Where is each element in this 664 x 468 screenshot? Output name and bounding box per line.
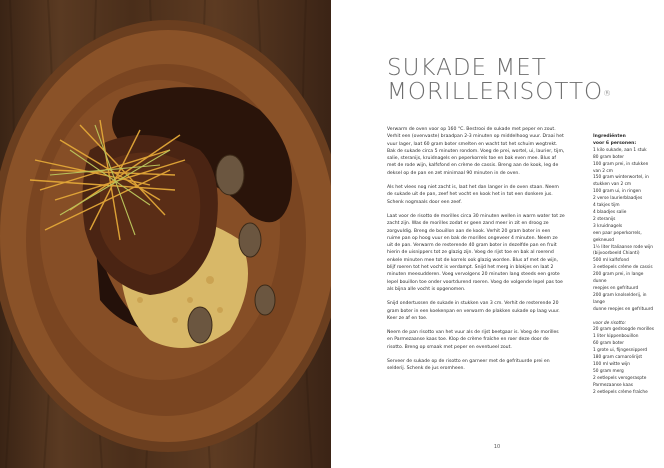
ingredient-item: 3 eetlepels crème de cassis: [593, 265, 653, 271]
ingredient-item: 1½ liter Italiaanse rode wijn: [593, 244, 653, 250]
risotto-heading: voor de risotto:: [593, 320, 626, 326]
ingredient-item: 180 gram carnarolirijst: [593, 355, 643, 361]
spacer: [593, 314, 655, 321]
risotto-ingredients-list: [593, 327, 655, 396]
method-text: [387, 126, 565, 380]
dish-photo: [0, 0, 331, 468]
main-ingredients-list: [593, 148, 655, 314]
ingredient-item: 60 gram boter: [593, 341, 624, 347]
ingredient-item: 1 grote ui, fijngesnipperd: [593, 348, 648, 354]
ingredient-item: stukken van 2 cm: [593, 182, 632, 188]
method-paragraph: Laat voor de risotto de morilles circa 30 minuten wellen in warm water tot ze zacht zijn. Was de morilles zodat er geen zand meer in zit en droog ze zorgvuldig. Breng de bouillon aan de kook. Verhit 20 gram boter in een ruime pan op hoog vuur en bak de morilles ongeveer 4 minuten. Neem ze uit de pan. Verwarm de resterende 40 gram boter in dezelfde pan en fruit hierin de uisnippers tot ze glazig zijn. Voeg de rijst toe en bak al roerend enkele minuten mee tot de korrels ook glazig worden. Blus af met de wijn, blijf roeren tot het vocht is verdampt. Snijd het merg in blokjes en laat 2 minuten meesudderen. Voeg vervolgens 20 minuten lang steeds een grote lepel bouillon toe onder voortdurend roeren. Voeg de volgende lepel pas toe als bijna alle vocht is opgenomen.: [387, 213, 565, 292]
ingredient-item: 150 gram winterwortel, in: [593, 175, 649, 181]
ingredient-item: 2 eetlepels crème fraîche: [593, 389, 648, 395]
ingredients-heading: Ingrediënten: [593, 134, 626, 139]
page-number: 10: [493, 444, 501, 450]
ingredient-item: (bijvoorbeeld Chianti): [593, 251, 640, 257]
ingredient-item: 100 ml witte wijn: [593, 362, 631, 367]
title-line-2: [387, 80, 647, 104]
title-line-1: SUKADE MET: [387, 55, 547, 81]
ingredient-item: 1 liter kippenbouillon: [593, 334, 639, 340]
ingredient-item: 200 gram prei, in lange dunne: [593, 272, 644, 285]
ingredient-item: 100 gram ui, in ringen: [593, 189, 641, 195]
ingredient-item: 200 gram knolselderij, in lange: [593, 292, 647, 305]
method-paragraph: Neem de pan risotto van het vuur als de rijst beetgaar is. Voeg de morilles en Parmezaanse kaas toe. Klop de crème fraîche en roer deze door de risotto. Breng op smaak met peper en eventueel zout.: [387, 330, 559, 350]
method-paragraph: Serveer de sukade op de risotto en garneer met de gefrituurde prei en selderij. Schenk de jus eromheen.: [387, 359, 550, 372]
ingredient-item: van 2 cm: [593, 168, 613, 174]
ingredient-item: 4 blaadjes salie: [593, 209, 627, 215]
ingredient-item: gekneusd: [593, 237, 614, 243]
ingredient-item: 500 ml kalfsfond: [593, 258, 629, 264]
ingredient-item: 3 kruidnagels: [593, 223, 623, 229]
ingredient-item: 50 gram merg: [593, 368, 624, 374]
ingredients-column: [593, 134, 655, 397]
ingredient-item: 2 eetlepels versgeraspte: [593, 375, 647, 381]
registered-mark: ®: [603, 89, 613, 98]
ingredient-item: dunne reepjes en gefrituurd: [593, 306, 654, 312]
ingredient-item: reepjes en gefrituurd: [593, 285, 639, 291]
dish-illustration: [0, 0, 331, 468]
method-paragraph: Verwarm de oven voor op 160 °C. Bestrooi de sukade met peper en zout. Verhit een (ovenvaste) braadpan 2-3 minuten op middelhoog vuur. Draai het vuur lager, laat 60 gram boter smelten en wacht tot het schuim wegtrekt. Bak de sukade circa 5 minuten rondom. Voeg de prei, wortel, ui, laurier, tijm, salie, steranijs, kruidnagels en peperkorrels toe en bak even mee. Blus af met de rode wijn, kalfsfond en crème de cassis. Breng aan de kook, leg de deksel op de pan en zet minimaal 90 minuten in de oven.: [387, 127, 565, 176]
method-paragraph: Als het vlees nog niet zacht is, laat het dan langer in de oven staan. Neem de sukade uit de pan, zeef het vocht en kook het in tot een donkere jus. Schenk nogmaals door een zeef.: [387, 185, 559, 205]
ingredient-item: 2 verse laurierblaadjes: [593, 196, 643, 202]
ingredient-item: een paar peperkorrels,: [593, 230, 642, 236]
ingredient-item: Parmezaanse kaas: [593, 382, 633, 388]
ingredient-item: 4 takjes tijm: [593, 203, 620, 209]
ingredient-item: 2 steranijs: [593, 216, 616, 222]
ingredient-item: 20 gram gedroogde morilles: [593, 327, 655, 333]
recipe-page: [331, 0, 664, 468]
ingredient-item: 80 gram boter: [593, 154, 624, 160]
servings-label: voor 6 personen:: [593, 140, 637, 146]
method-paragraph: Snijd ondertussen de sukade in stukken van 3 cm. Verhit de resterende 20 gram boter in een koekenpan en verwarm de plakken sukade op laag vuur. Keer ze af en toe.: [387, 301, 560, 321]
ingredient-item: 100 gram prei, in stukken: [593, 161, 649, 167]
ingredient-item: 1 kilo sukade, aan 1 stuk: [593, 147, 647, 153]
title-line-2-text: MORILLERISOTTO: [387, 79, 604, 105]
recipe-title: [387, 56, 647, 104]
